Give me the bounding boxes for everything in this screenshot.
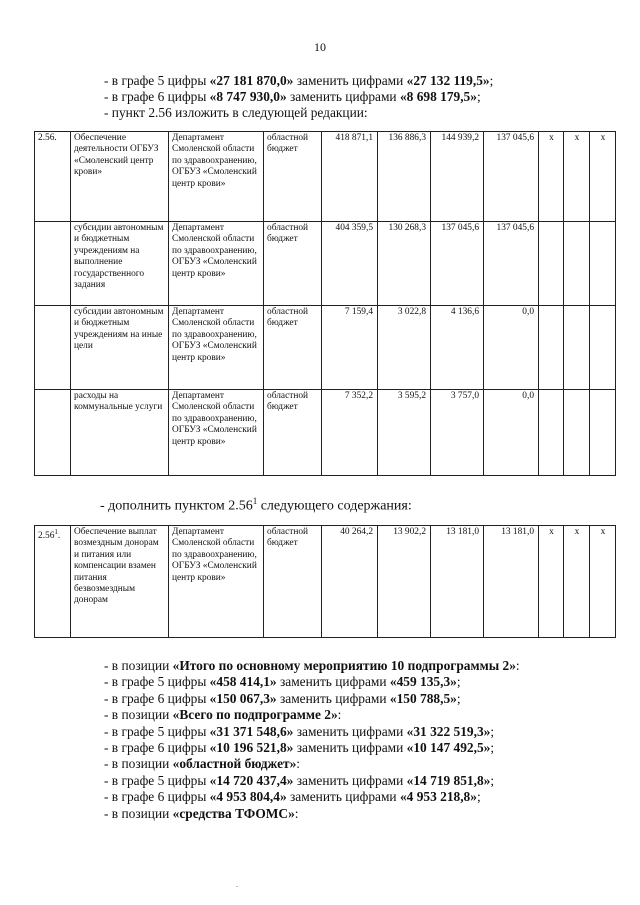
cell-year-1: 3 595,2: [378, 390, 431, 476]
cell-year-1: 3 022,8: [378, 306, 431, 390]
cell-total: 40 264,2: [322, 526, 378, 638]
bold-value: «4 953 804,4»: [209, 789, 287, 805]
cell-item-number: [35, 306, 71, 390]
line-text: ;: [490, 740, 495, 756]
line-text: - в графе 6 цифры: [104, 789, 210, 805]
table-row: [35, 526, 616, 638]
cell-source: областной бюджет: [264, 526, 322, 638]
cell-year-2: 3 757,0: [431, 390, 484, 476]
line-text: - в графе 6 цифры: [104, 740, 210, 756]
cell-total: 404 359,5: [322, 222, 378, 306]
cell-executor: Департамент Смоленской области по здравоохранению, ОГБУЗ «Смоленский центр крови»: [169, 132, 264, 222]
line-text: - в позиции: [104, 658, 173, 673]
line-text: ;: [456, 690, 461, 706]
cell-year-1: 13 902,2: [378, 526, 431, 638]
cell-x-3: x: [590, 526, 616, 638]
cell-name: субсидии автономным и бюджетным учреждениям на выполнение государственного задания: [71, 222, 169, 306]
cell-executor: Департамент Смоленской области по здравоохранению, ОГБУЗ «Смоленский центр крови»: [169, 306, 264, 390]
bold-value: «4 953 218,8»: [399, 789, 477, 805]
cell-year-2: 13 181,0: [431, 526, 484, 638]
line-text: - в графе 5 цифры: [104, 674, 210, 690]
amendment-line: [104, 73, 624, 89]
bold-value: «10 196 521,8»: [209, 740, 294, 756]
bold-value: «31 371 548,6»: [209, 723, 294, 739]
bold-value: «Всего по подпрограмме 2»: [172, 707, 338, 723]
amendment-line: [104, 691, 624, 707]
cell-name: Обеспечение выплат возмездным донорам и питания или компенсации взамен питания безвозмездным донорам: [71, 526, 169, 638]
line-text: заменить цифрами: [293, 73, 407, 88]
cell-name: Обеспечение деятельности ОГБУЗ «Смоленский центр крови»: [71, 132, 169, 222]
line-text: заменить цифрами: [286, 89, 400, 104]
line-text: - в графе 5 цифры: [104, 772, 210, 788]
line-text: ;: [490, 772, 495, 788]
line-text: :: [515, 658, 520, 673]
cell-item-number: 2.56$^1$.: [35, 526, 71, 638]
cell-source: областной бюджет: [264, 222, 322, 306]
amendment-line: [104, 658, 624, 674]
add-item-text-after: следующего содержания:: [257, 498, 412, 514]
cell-item-number: 2.56.: [35, 132, 71, 222]
bold-value: «Итого по основному мероприятию 10 подпрограммы 2»: [172, 658, 516, 673]
cell-x-2: [564, 306, 590, 390]
cell-x-2: [564, 222, 590, 306]
bold-value: «27 132 119,5»: [406, 73, 490, 88]
table-row: [35, 390, 616, 476]
amendment-lines-bottom: [104, 658, 624, 822]
amendment-line: [104, 674, 624, 690]
amendment-line: [104, 756, 624, 772]
cell-source: областной бюджет: [264, 132, 322, 222]
amendment-line: [104, 707, 624, 723]
table-item-2-56-1: [34, 525, 616, 638]
line-text: ;: [476, 89, 481, 104]
line-text: - в позиции: [104, 756, 173, 772]
cell-year-1: 136 886,3: [378, 132, 431, 222]
bold-value: «областной бюджет»: [172, 756, 297, 772]
line-text: - в позиции: [104, 707, 173, 723]
bold-value: «458 414,1»: [209, 674, 277, 690]
cell-total: 418 871,1: [322, 132, 378, 222]
bold-value: «10 147 492,5»: [406, 740, 491, 756]
bold-value: «459 135,3»: [389, 674, 457, 690]
line-text: заменить цифрами: [293, 740, 407, 756]
add-item-text-before: - дополнить пунктом 2.56: [100, 498, 253, 514]
cell-year-2: 4 136,6: [431, 306, 484, 390]
cell-executor: Департамент Смоленской области по здравоохранению, ОГБУЗ «Смоленский центр крови»: [169, 222, 264, 306]
table-row: [35, 132, 616, 222]
cell-name: расходы на коммунальные услуги: [71, 390, 169, 476]
amendment-line: [104, 806, 624, 822]
line-text: ;: [490, 723, 495, 739]
cell-executor: Департамент Смоленской области по здравоохранению, ОГБУЗ «Смоленский центр крови»: [169, 390, 264, 476]
cell-item-number: [35, 390, 71, 476]
cell-total: 7 352,2: [322, 390, 378, 476]
cell-year-2: 144 939,2: [431, 132, 484, 222]
cell-x-3: [590, 306, 616, 390]
line-text: - в графе 6 цифры: [104, 89, 210, 104]
bold-value: «14 719 851,8»: [406, 772, 491, 788]
line-text: заменить цифрами: [276, 674, 390, 690]
cell-year-3: 137 045,6: [484, 132, 539, 222]
bold-value: «31 322 519,3»: [406, 723, 491, 739]
cell-year-3: 0,0: [484, 306, 539, 390]
line-text: заменить цифрами: [286, 789, 400, 805]
line-text: ;: [456, 674, 461, 690]
cell-item-number: [35, 222, 71, 306]
table-row: [35, 222, 616, 306]
line-text: заменить цифрами: [293, 723, 407, 739]
cell-x-2: [564, 390, 590, 476]
cell-source: областной бюджет: [264, 306, 322, 390]
line-text: - в графе 5 цифры: [104, 73, 210, 88]
cell-executor: Департамент Смоленской области по здравоохранению, ОГБУЗ «Смоленский центр крови»: [169, 526, 264, 638]
line-text: заменить цифрами: [293, 772, 407, 788]
cell-x-2: x: [564, 132, 590, 222]
bold-value: «8 698 179,5»: [399, 89, 477, 104]
add-item-instruction: [100, 496, 412, 515]
cell-name: субсидии автономным и бюджетным учреждениям на иные цели: [71, 306, 169, 390]
line-text: :: [337, 707, 342, 723]
line-text: :: [294, 805, 299, 821]
cell-x-3: x: [590, 132, 616, 222]
cell-x-1: [539, 390, 564, 476]
cell-x-1: x: [539, 526, 564, 638]
bold-value: «8 747 930,0»: [209, 89, 287, 104]
cell-x-2: x: [564, 526, 590, 638]
amendment-line: [104, 724, 624, 740]
bold-value: «14 720 437,4»: [209, 772, 294, 788]
cell-total: 7 159,4: [322, 306, 378, 390]
bold-value: «средства ТФОМС»: [172, 805, 295, 821]
amendment-lines-top: [104, 73, 624, 121]
line-text: ;: [476, 789, 481, 805]
cell-x-1: [539, 222, 564, 306]
cell-year-3: 137 045,6: [484, 222, 539, 306]
line-text: :: [296, 756, 301, 772]
cell-x-1: x: [539, 132, 564, 222]
line-text: - в графе 5 цифры: [104, 723, 210, 739]
table-row: [35, 306, 616, 390]
cell-year-3: 13 181,0: [484, 526, 539, 638]
line-text: заменить цифрами: [276, 690, 390, 706]
cell-source: областной бюджет: [264, 390, 322, 476]
cell-x-3: [590, 390, 616, 476]
line-text: ;: [489, 73, 494, 88]
bold-value: «150 067,3»: [209, 690, 277, 706]
add-item-superscript: 1: [252, 496, 258, 506]
cell-x-1: [539, 306, 564, 390]
cell-year-1: 130 268,3: [378, 222, 431, 306]
amendment-line: [104, 105, 624, 121]
table-item-2-56: [34, 131, 616, 476]
bold-value: «150 788,5»: [389, 690, 457, 706]
amendment-line: [104, 740, 624, 756]
footer-mark: .: [236, 880, 238, 889]
amendment-line: [104, 773, 624, 789]
amendment-line: [104, 789, 624, 805]
line-text: - в позиции: [104, 805, 173, 821]
cell-year-3: 0,0: [484, 390, 539, 476]
bold-value: «27 181 870,0»: [209, 73, 294, 88]
line-text: - пункт 2.56 изложить в следующей редакции:: [104, 105, 368, 120]
page-number: 10: [314, 40, 326, 54]
cell-x-3: [590, 222, 616, 306]
amendment-line: [104, 89, 624, 105]
line-text: - в графе 6 цифры: [104, 690, 210, 706]
cell-year-2: 137 045,6: [431, 222, 484, 306]
